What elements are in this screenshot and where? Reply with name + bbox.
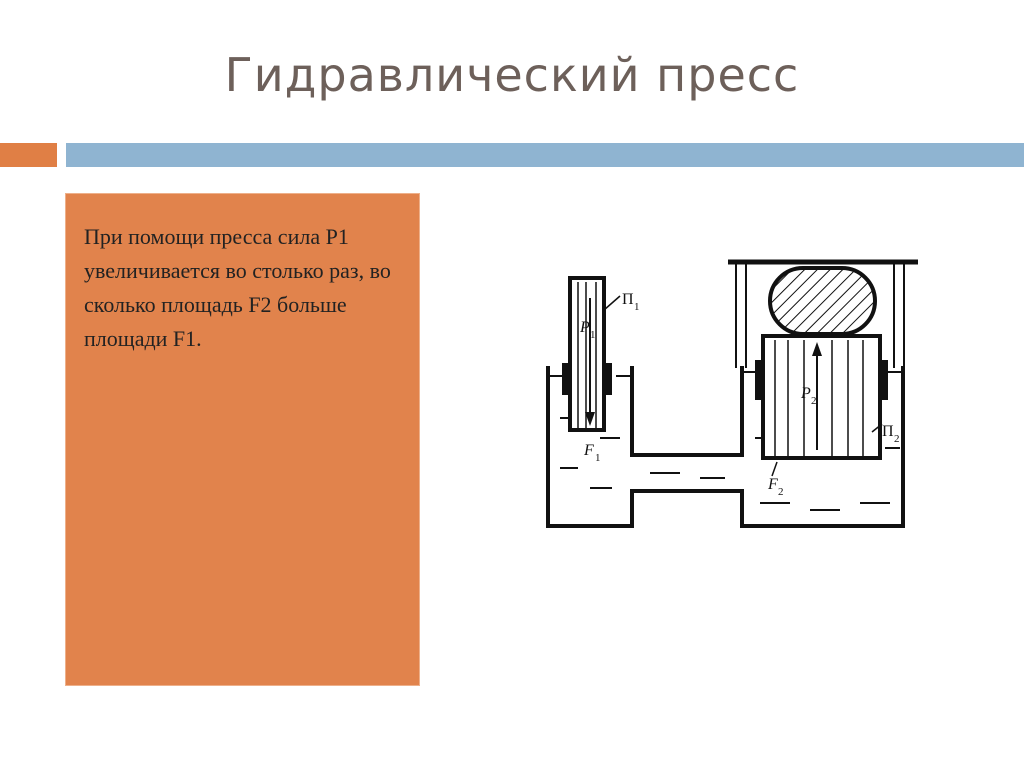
label-p2: P — [801, 385, 811, 402]
label-f2-sub: 2 — [778, 486, 784, 498]
label-f1-sub: 1 — [595, 452, 601, 464]
text-panel — [65, 193, 420, 686]
small-piston — [562, 278, 612, 430]
label-pi1-sub: 1 — [634, 301, 640, 313]
label-f2: F — [768, 476, 778, 493]
workpiece — [770, 268, 875, 334]
label-pi2-sub: 2 — [894, 433, 900, 445]
label-pi2: П — [882, 423, 894, 440]
leader-pi1 — [604, 296, 620, 310]
label-f1: F — [584, 442, 594, 459]
accent-bar — [66, 143, 1024, 167]
accent-block — [0, 143, 57, 167]
hydraulic-press-diagram — [520, 248, 940, 538]
large-piston — [755, 336, 888, 458]
label-p2-sub: 2 — [811, 395, 817, 407]
label-p1: P — [580, 319, 590, 336]
label-p1-sub: 1 — [590, 329, 596, 341]
body-text: При помощи пресса сила P1 увеличивается во столько раз, во сколько площадь F2 больше площади F1. — [84, 224, 391, 351]
slide-title: Гидравлический пресс — [224, 48, 800, 102]
leader-f2 — [772, 462, 777, 476]
label-pi1: П — [622, 291, 634, 308]
